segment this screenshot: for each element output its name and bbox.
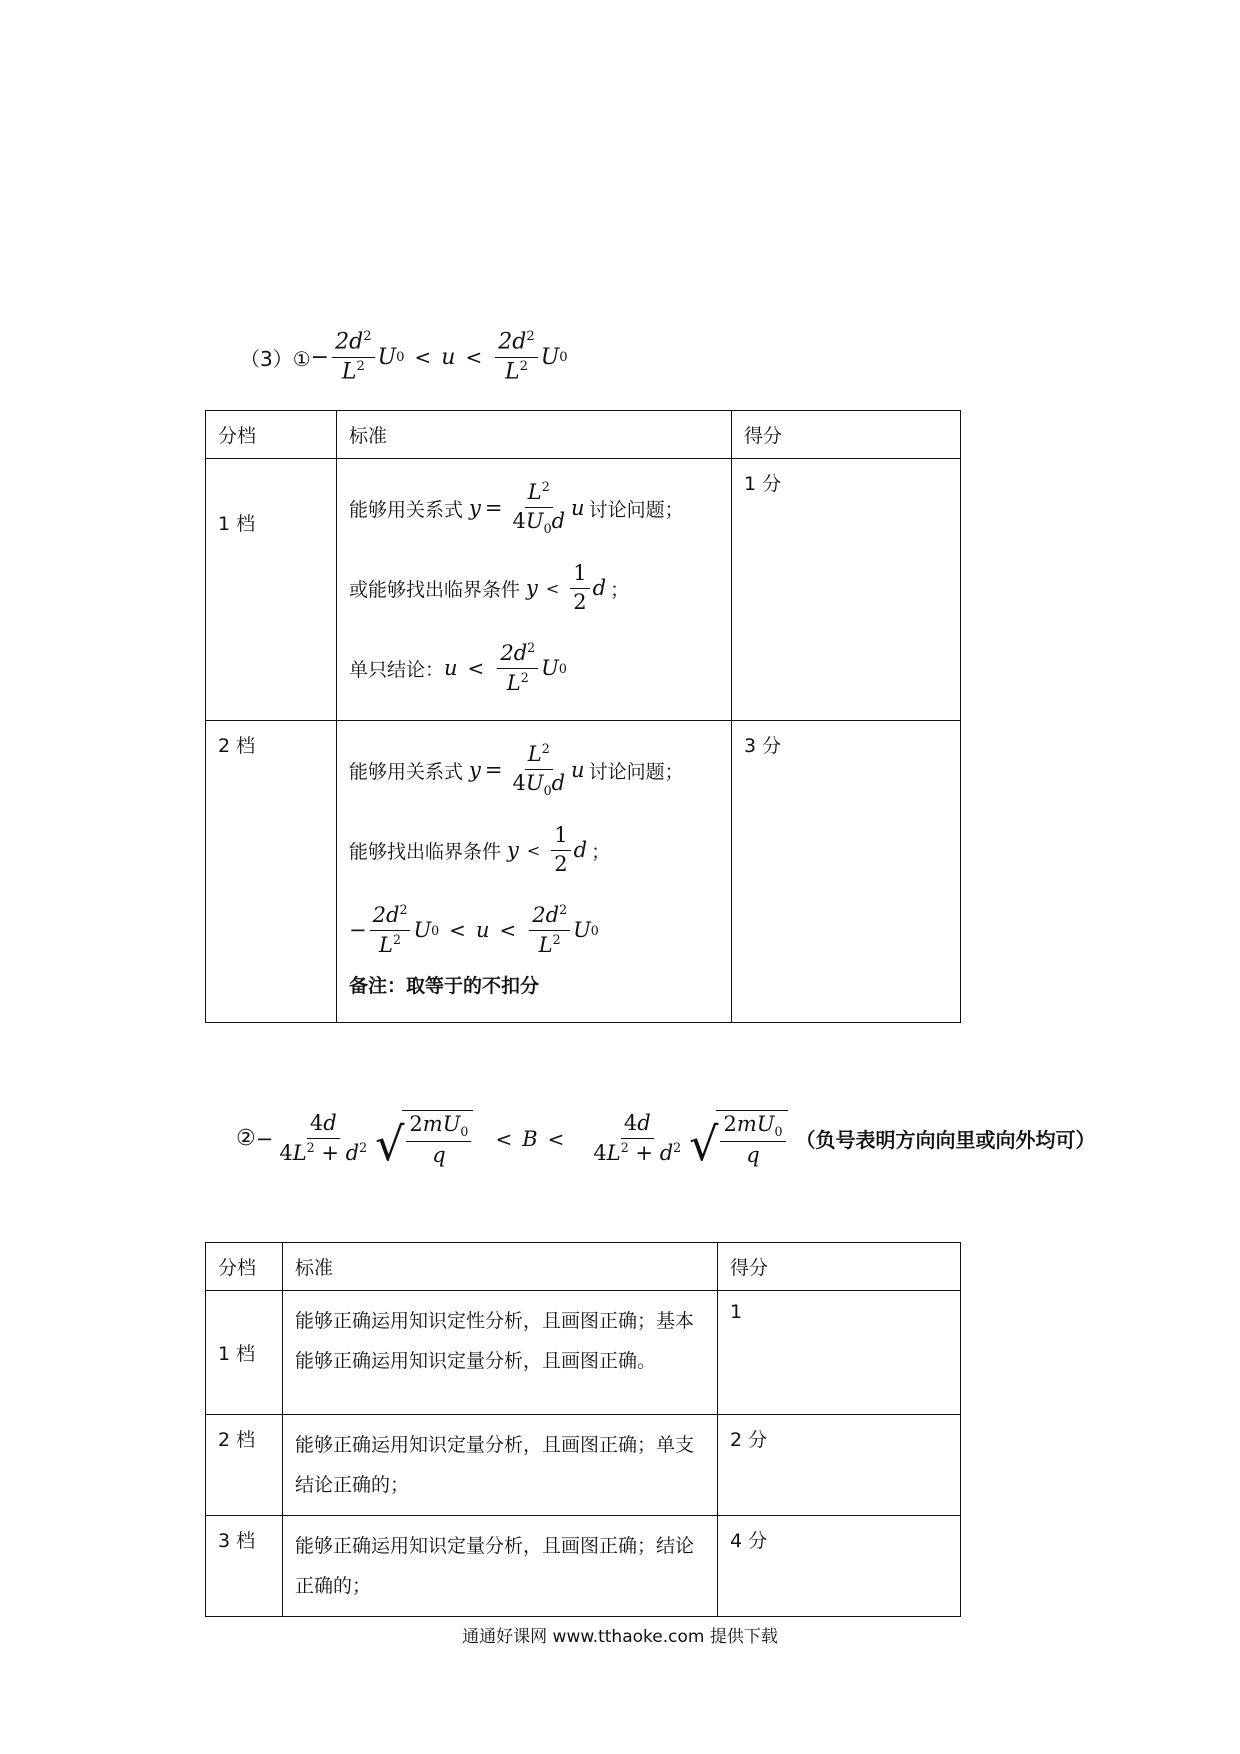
row-criteria: 能够正确运用知识定量分析，且画图正确；单支结论正确的；	[283, 1415, 718, 1516]
grading-table-2	[205, 1242, 961, 1617]
part2-formula: − $\frac{4d}{4L^2 + d^2}$ √ $\frac{2mU_0}{q}$ < B < $\frac{4d}{4L^2 + d^2}$ √ $\frac{2mU_0}{q}$	[256, 1110, 788, 1167]
row-criteria: 能够正确运用知识定量分析，且画图正确；结论正确的；	[283, 1516, 718, 1617]
part2-remark: （负号表明方向向里或向外均可）	[795, 1128, 1096, 1153]
criteria-line: − $\frac{2d^2}{L^2}$ U 0 < u < $\frac{2d^2}{L^2}$ U 0	[349, 902, 599, 957]
row-score: 1 分	[732, 459, 961, 721]
part1-formula: − $\frac{2d^2}{L^2}$ U 0 < u < $\frac{2d^2}{L^2}$ U 0	[310, 329, 568, 384]
row-criteria: 能够正确运用知识定性分析，且画图正确；基本能够正确运用知识定量分析，且画图正确。	[283, 1291, 718, 1415]
table-row	[206, 721, 961, 1023]
header-score: 得分	[732, 411, 961, 459]
header-level: 分档	[206, 411, 337, 459]
row-level: 3 档	[206, 1516, 283, 1617]
header-score: 得分	[718, 1243, 961, 1291]
row-criteria	[337, 459, 732, 721]
table-header-row	[206, 1243, 961, 1291]
row-criteria	[337, 721, 732, 1023]
table-header-row	[206, 411, 961, 459]
criteria-line: 能够用关系式 y = $\frac{L^2}{4U_0d}$ u 讨论问题；	[349, 479, 684, 536]
row-score: 3 分	[732, 721, 961, 1023]
row-level: 1 档	[206, 459, 337, 721]
page-footer: 通通好课网 www.tthaoke.com 提供下载	[462, 1627, 778, 1647]
table-row	[206, 1516, 961, 1617]
row-level: 2 档	[206, 721, 337, 1023]
part2-label: ②	[236, 1126, 256, 1152]
row-level: 1 档	[206, 1291, 283, 1415]
part1-heading	[240, 330, 568, 384]
header-level: 分档	[206, 1243, 283, 1291]
table-row	[206, 1415, 961, 1516]
criteria-note: 备注：取等于的不扣分	[349, 975, 540, 997]
grading-table-1	[205, 410, 961, 1023]
part2-heading	[236, 1110, 1096, 1172]
row-score: 1	[718, 1291, 961, 1415]
header-criteria: 标准	[283, 1243, 718, 1291]
row-score: 2 分	[718, 1415, 961, 1516]
header-criteria: 标准	[337, 411, 732, 459]
row-score: 4 分	[718, 1516, 961, 1617]
table-row	[206, 1291, 961, 1415]
criteria-line: 单只结论： u < $\frac{2d^2}{L^2}$ U 0	[349, 640, 567, 695]
criteria-line: 或能够找出临界条件 y < $\frac{1}{2}$ d ；	[349, 561, 630, 614]
table-row	[206, 459, 961, 721]
row-level: 2 档	[206, 1415, 283, 1516]
criteria-line: 能够用关系式 y = $\frac{L^2}{4U_0d}$ u 讨论问题；	[349, 741, 684, 798]
criteria-line: 能够找出临界条件 y < $\frac{1}{2}$ d ；	[349, 823, 611, 876]
part1-label: （3）①	[240, 346, 311, 371]
